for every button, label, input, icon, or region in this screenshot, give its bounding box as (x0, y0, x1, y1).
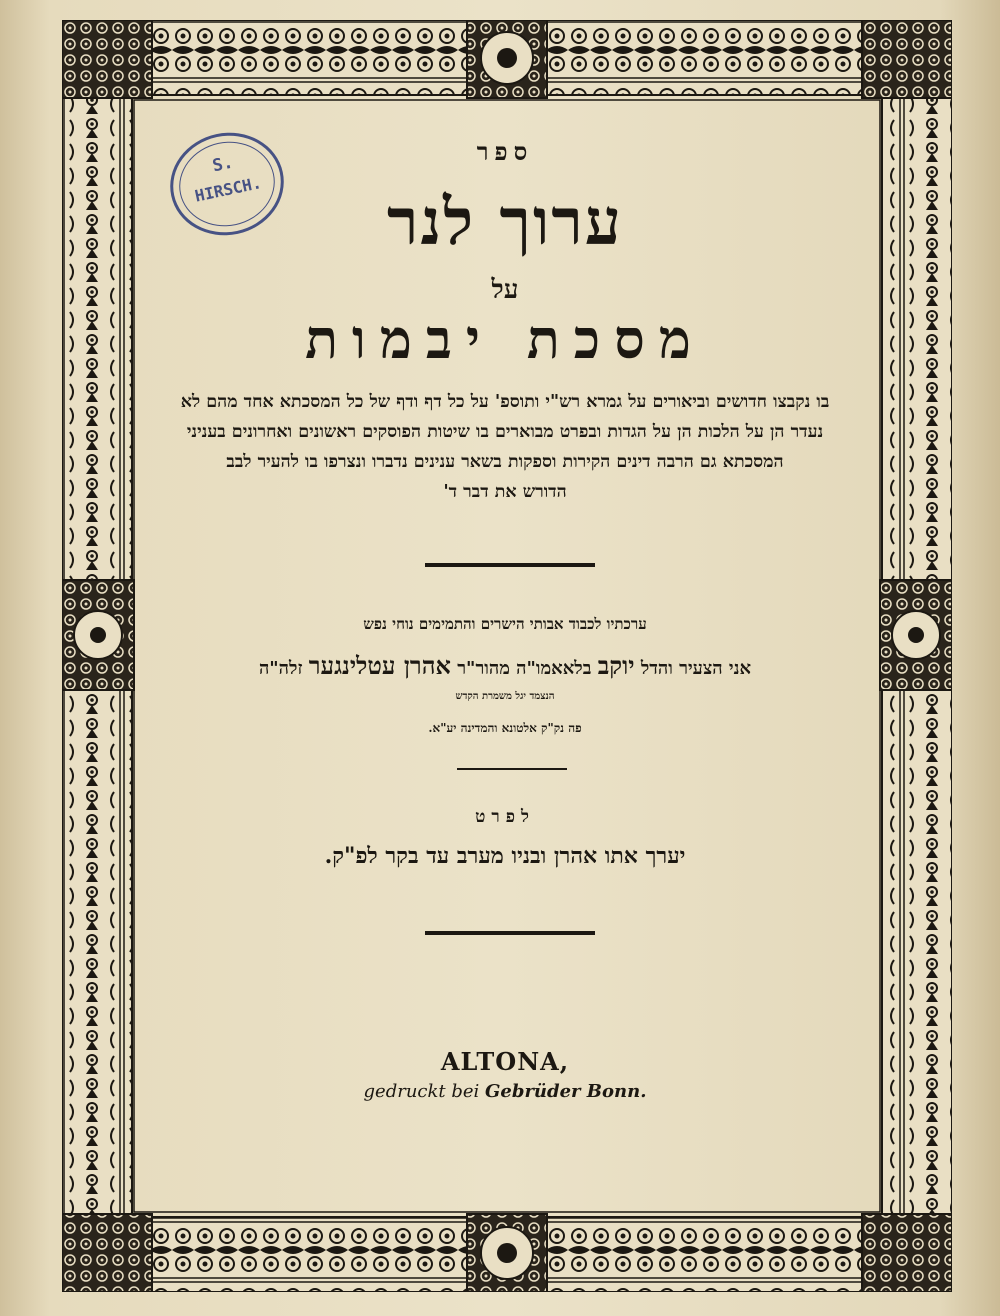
dedication-line-4: פה נק"ק אלטונא והמדינה יע"א. (428, 721, 582, 735)
description (125, 387, 885, 507)
description-line: בו נקבצו חדושים וביאורים על גמרא רש"י ותוספ' על כל דף ודף של כל המסכתא אחד מהם לא (180, 392, 830, 412)
al-label: על (491, 275, 519, 305)
printer-name: Gebrüder Bonn. (485, 1081, 647, 1102)
description-line: הדורש את דבר ד' (443, 482, 567, 502)
imprint-printer (135, 1081, 875, 1102)
dedication-line-1: ערכתיו לכבוד אבותי הישרים והתמימים נוחי נפש (363, 615, 647, 633)
sefer-label: ספר (476, 137, 534, 166)
title-page-content (135, 125, 875, 1135)
dedication-line-3: הנצמד יגל משמרת הקדש (455, 691, 555, 702)
divider-rule (425, 931, 595, 935)
dedication-line-2 (135, 651, 875, 681)
father-name: אהרן עטלינגער (308, 651, 451, 680)
author-first-name: יוקב (597, 651, 635, 680)
divider-rule-thin (457, 768, 567, 770)
year-chronogram: יערך אתו אהרן ובניו מערב עד בקר לפ"ק. (324, 843, 686, 869)
dedication-mid: בלאאמו"ה מהור"ר (457, 658, 592, 679)
dedication-pre: אני הצעיר והדל (640, 658, 752, 679)
divider-rule (425, 563, 595, 567)
description-line: נעדר הן על הלכות הן על הגדות ובפרט מבוארים בו שיטות הפוסקים ראשונים ואחרונים בעניני (186, 422, 824, 442)
lifrat-label: לפרט (475, 807, 535, 827)
book-title: ערוך לנר (387, 185, 623, 260)
imprint-city: ALTONA, (440, 1047, 570, 1076)
tractate-name: מסכת יבמות (305, 307, 705, 371)
printer-prefix: gedruckt bei (363, 1081, 480, 1102)
stamp-line-1: S. (210, 152, 235, 177)
description-line: המסכתא גם הרבה דינים הקירות וספקות בשאר ענינים נדברו ונצרפו בו להעיר לבב (226, 452, 784, 472)
dedication-post: זלה"ה (258, 658, 303, 679)
stamp-line-2: HIRSCH. (193, 173, 264, 206)
